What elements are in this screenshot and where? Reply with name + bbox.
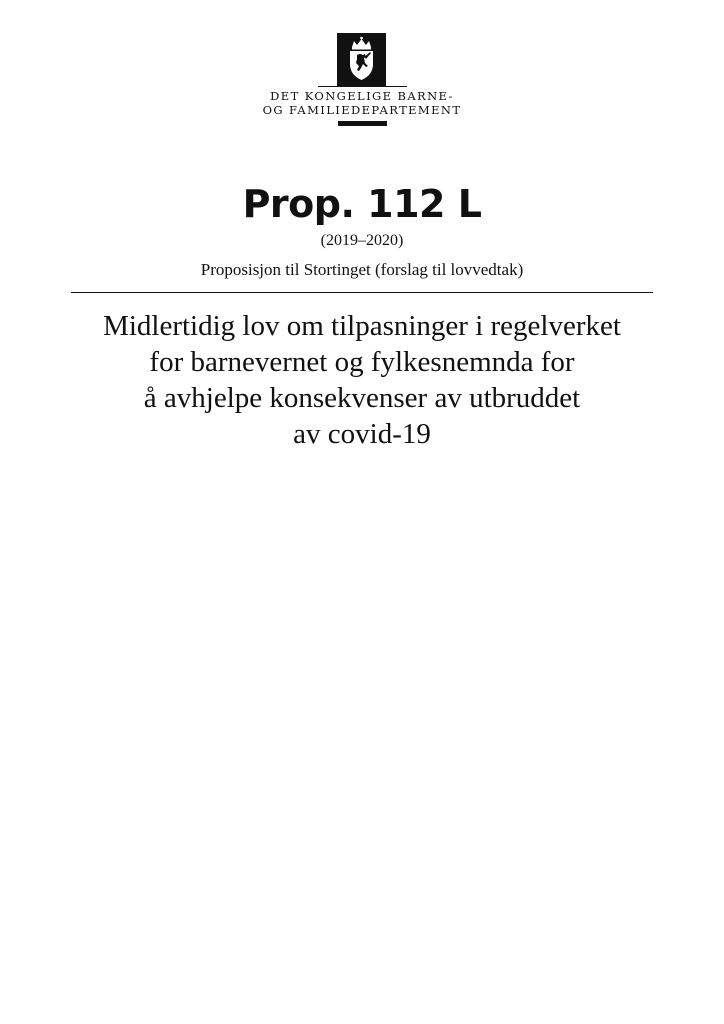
department-name-line-2: OG FAMILIEDEPARTEMENT <box>262 103 462 117</box>
proposition-number: Prop. 112 L <box>242 182 482 226</box>
department-name-line-1: DET KONGELIGE BARNE- <box>270 89 454 103</box>
main-title-line: for barnevernet og fylkesnemnda for <box>149 346 575 378</box>
title-divider <box>71 292 653 293</box>
main-title <box>60 308 664 452</box>
main-title-line: av covid-19 <box>293 418 431 450</box>
session-years: (2019–2020) <box>320 232 404 249</box>
main-title-line: Midlertidig lov om tilpasninger i regelverket <box>103 310 621 342</box>
emblem-top-rule <box>318 86 407 87</box>
norwegian-coat-of-arms-icon <box>337 33 386 86</box>
main-title-line: å avhjelpe konsekvenser av utbruddet <box>143 382 581 414</box>
emblem-bottom-rule <box>338 121 387 126</box>
proposition-type: Proposisjon til Stortinget (forslag til lovvedtak) <box>200 260 524 279</box>
